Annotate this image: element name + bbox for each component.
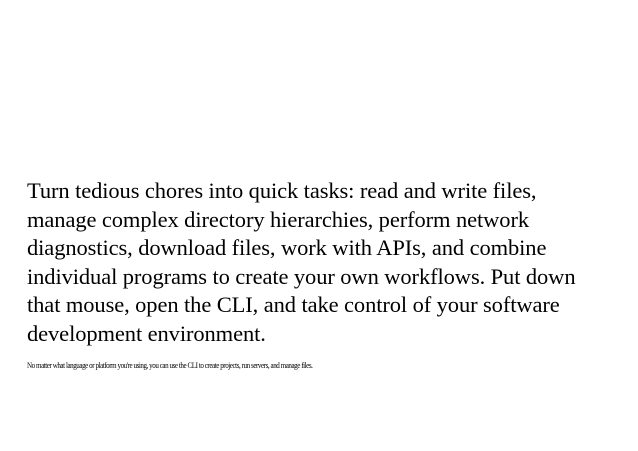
main-description-paragraph: Turn tedious chores into quick tasks: read and write files, manage complex directory hierarchies, perform network diagnostics, download files, work with APIs, and combine individual programs to create your own workflows. Put down that mouse, open the CLI, and take control of your software development environment. [27, 178, 576, 346]
fine-print-text: No matter what language or platform you're using, you can use the CLI to create projects, run servers, and manage files. [27, 361, 313, 370]
